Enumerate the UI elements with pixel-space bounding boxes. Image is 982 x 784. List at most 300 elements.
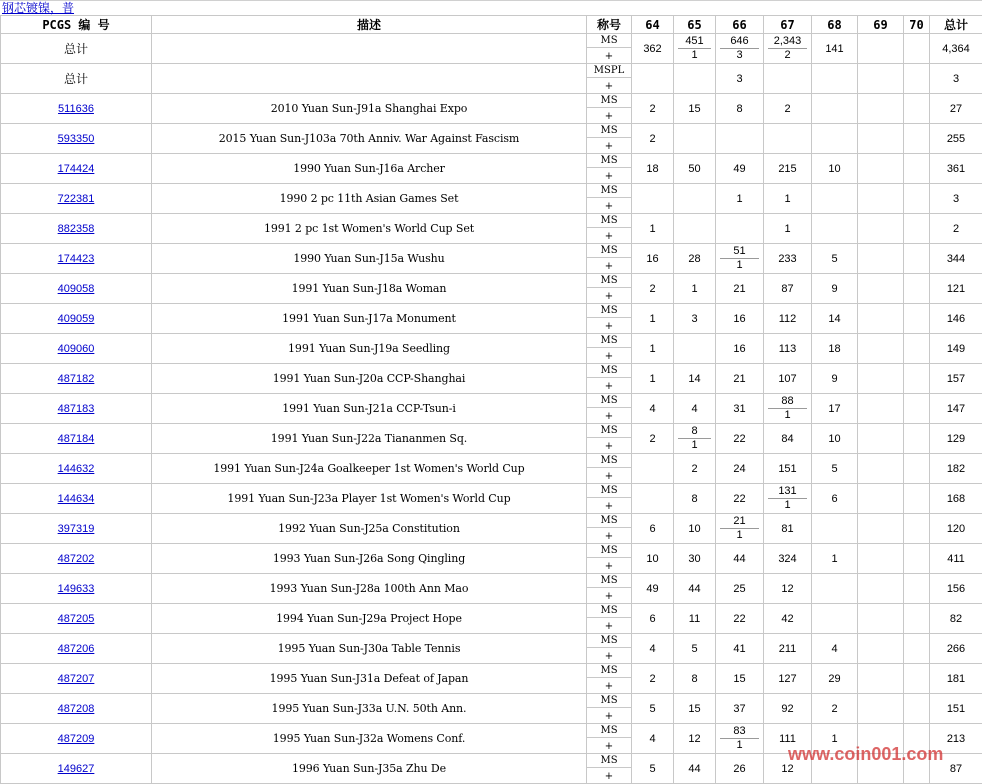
total-cell: 27: [930, 94, 982, 124]
designation-cell: [587, 274, 632, 304]
table-row: [1, 214, 982, 244]
grade-65-cell: [674, 34, 716, 64]
plus-grade-count: 1: [674, 439, 715, 452]
pcgs-number-link[interactable]: 144634: [58, 493, 95, 505]
plus-grade-label: +: [587, 650, 631, 663]
pcgs-number-link[interactable]: 722381: [58, 193, 95, 205]
header-grade-70: 70: [904, 16, 930, 34]
designation-cell: [587, 604, 632, 634]
grade-68-cell: [812, 754, 858, 784]
grade-64-cell: 1: [632, 334, 674, 364]
table-row: [1, 244, 982, 274]
grade-70-cell: [904, 34, 930, 64]
total-cell: 82: [930, 604, 982, 634]
designation-cell: [587, 724, 632, 754]
grade-count: 451: [678, 35, 711, 49]
table-row: [1, 454, 982, 484]
grade-67-cell: 233: [764, 244, 812, 274]
grade-69-cell: [858, 394, 904, 424]
grade-65-cell: 5: [674, 634, 716, 664]
summary-row: [1, 34, 982, 64]
designation-label: MS: [587, 154, 631, 168]
designation-stack: [587, 334, 631, 363]
grade-68-cell: [812, 184, 858, 214]
plus-grade-count: 1: [674, 49, 715, 62]
grade-65-cell: 15: [674, 694, 716, 724]
total-cell: 181: [930, 664, 982, 694]
designation-label: MS: [587, 454, 631, 468]
designation-cell: [587, 514, 632, 544]
designation-label: MS: [587, 214, 631, 228]
designation-stack: [587, 574, 631, 603]
total-cell: 411: [930, 544, 982, 574]
designation-stack: [587, 394, 631, 423]
split-count: [764, 484, 811, 513]
designation-cell: [587, 64, 632, 94]
plus-grade-label: +: [587, 140, 631, 153]
total-cell: 4,364: [930, 34, 982, 64]
total-cell: 149: [930, 334, 982, 364]
grade-67-cell: 87: [764, 274, 812, 304]
table-row: [1, 334, 982, 364]
pcgs-cell: [1, 514, 152, 544]
designation-label: MS: [587, 184, 631, 198]
table-row: [1, 124, 982, 154]
grade-64-cell: 4: [632, 724, 674, 754]
grade-67-cell: [764, 34, 812, 64]
grade-64-cell: 49: [632, 574, 674, 604]
table-row: [1, 394, 982, 424]
grade-66-cell: 8: [716, 94, 764, 124]
description-cell: [152, 34, 587, 64]
plus-grade-label: +: [587, 260, 631, 273]
table-row: [1, 724, 982, 754]
designation-label: MS: [587, 514, 631, 528]
grade-68-cell: 2: [812, 694, 858, 724]
designation-stack: [587, 34, 631, 63]
plus-grade-label: +: [587, 680, 631, 693]
grade-68-cell: 6: [812, 484, 858, 514]
grade-68-cell: [812, 64, 858, 94]
designation-label: MS: [587, 244, 631, 258]
table-row: [1, 274, 982, 304]
description-cell: 1990 Yuan Sun-J15a Wushu: [152, 244, 587, 274]
grade-68-cell: 14: [812, 304, 858, 334]
plus-grade-count: 1: [716, 529, 763, 542]
plus-grade-label: +: [587, 350, 631, 363]
grade-69-cell: [858, 364, 904, 394]
designation-cell: [587, 394, 632, 424]
pcgs-cell: [1, 724, 152, 754]
grade-70-cell: [904, 604, 930, 634]
grade-64-cell: [632, 484, 674, 514]
description-cell: 2010 Yuan Sun-J91a Shanghai Expo: [152, 94, 587, 124]
pcgs-number-link[interactable]: 487202: [58, 553, 95, 565]
grade-count: 21: [720, 515, 759, 529]
grade-68-cell: [812, 214, 858, 244]
grade-67-cell: [764, 394, 812, 424]
designation-stack: [587, 424, 631, 453]
pcgs-number-link[interactable]: 397319: [58, 523, 95, 535]
description-cell: 1991 Yuan Sun-J23a Player 1st Women's World Cup: [152, 484, 587, 514]
grade-66-cell: 15: [716, 664, 764, 694]
grade-66-cell: 22: [716, 484, 764, 514]
designation-label: MS: [587, 394, 631, 408]
plus-grade-label: +: [587, 290, 631, 303]
table-row: [1, 94, 982, 124]
total-cell: 3: [930, 184, 982, 214]
plus-grade-label: +: [587, 440, 631, 453]
grade-65-cell: 2: [674, 454, 716, 484]
designation-cell: [587, 184, 632, 214]
designation-cell: [587, 124, 632, 154]
summary-label: 总计: [1, 64, 152, 94]
grade-65-cell: 10: [674, 514, 716, 544]
grade-68-cell: 9: [812, 364, 858, 394]
grade-count: 131: [768, 485, 807, 499]
grade-67-cell: 151: [764, 454, 812, 484]
pcgs-number-link[interactable]: 487205: [58, 613, 95, 625]
grade-65-cell: [674, 184, 716, 214]
grade-69-cell: [858, 334, 904, 364]
designation-label: MS: [587, 694, 631, 708]
designation-cell: [587, 484, 632, 514]
grade-70-cell: [904, 304, 930, 334]
plus-grade-label: +: [587, 590, 631, 603]
grade-66-cell: 49: [716, 154, 764, 184]
grade-66-cell: [716, 214, 764, 244]
grade-66-cell: [716, 244, 764, 274]
pcgs-cell: [1, 394, 152, 424]
grade-66-cell: 31: [716, 394, 764, 424]
grade-69-cell: [858, 154, 904, 184]
description-cell: 1994 Yuan Sun-J29a Project Hope: [152, 604, 587, 634]
pcgs-cell: [1, 604, 152, 634]
description-cell: 1992 Yuan Sun-J25a Constitution: [152, 514, 587, 544]
table-row: [1, 304, 982, 334]
grade-70-cell: [904, 544, 930, 574]
designation-cell: [587, 244, 632, 274]
grade-64-cell: 2: [632, 664, 674, 694]
designation-label: MS: [587, 124, 631, 138]
plus-grade-label: +: [587, 380, 631, 393]
grade-66-cell: 22: [716, 424, 764, 454]
grade-67-cell: 84: [764, 424, 812, 454]
grade-70-cell: [904, 664, 930, 694]
grade-66-cell: 16: [716, 334, 764, 364]
grade-68-cell: [812, 94, 858, 124]
grade-66-cell: [716, 124, 764, 154]
pcgs-number-link[interactable]: 409059: [58, 313, 95, 325]
plus-grade-label: +: [587, 110, 631, 123]
total-cell: 255: [930, 124, 982, 154]
grade-68-cell: 5: [812, 244, 858, 274]
description-cell: 1993 Yuan Sun-J28a 100th Ann Mao: [152, 574, 587, 604]
grade-64-cell: 2: [632, 94, 674, 124]
plus-grade-count: 1: [716, 259, 763, 272]
pcgs-number-link[interactable]: 882358: [58, 223, 95, 235]
pcgs-cell: [1, 154, 152, 184]
plus-grade-label: +: [587, 320, 631, 333]
designation-label: MS: [587, 484, 631, 498]
grade-68-cell: 29: [812, 664, 858, 694]
table-row: [1, 544, 982, 574]
grade-67-cell: 2: [764, 94, 812, 124]
plus-grade-label: +: [587, 470, 631, 483]
summary-row: [1, 64, 982, 94]
grade-count: 8: [678, 425, 711, 439]
description-cell: 1991 Yuan Sun-J17a Monument: [152, 304, 587, 334]
grade-64-cell: [632, 184, 674, 214]
summary-label: 总计: [1, 34, 152, 64]
grade-67-cell: 107: [764, 364, 812, 394]
grade-65-cell: 8: [674, 664, 716, 694]
split-count: [716, 34, 763, 63]
header-description: 描述: [152, 16, 587, 34]
plus-grade-label: +: [587, 620, 631, 633]
grade-68-cell: [812, 604, 858, 634]
description-cell: 1991 Yuan Sun-J24a Goalkeeper 1st Women's World Cup: [152, 454, 587, 484]
designation-stack: [587, 364, 631, 393]
grade-70-cell: [904, 154, 930, 184]
pcgs-cell: [1, 694, 152, 724]
designation-cell: [587, 664, 632, 694]
designation-label: MS: [587, 334, 631, 348]
pcgs-cell: [1, 184, 152, 214]
grade-70-cell: [904, 724, 930, 754]
grade-70-cell: [904, 214, 930, 244]
designation-stack: [587, 304, 631, 333]
designation-cell: [587, 334, 632, 364]
pcgs-number-link[interactable]: 511636: [58, 103, 94, 115]
designation-stack: [587, 274, 631, 303]
grade-69-cell: [858, 604, 904, 634]
grade-64-cell: 18: [632, 154, 674, 184]
grade-64-cell: 5: [632, 754, 674, 784]
grade-64-cell: 2: [632, 424, 674, 454]
site-watermark: www.coin001.com: [788, 744, 943, 765]
grade-64-cell: 4: [632, 394, 674, 424]
pcgs-cell: [1, 334, 152, 364]
grade-70-cell: [904, 634, 930, 664]
pcgs-number-link[interactable]: 149627: [58, 763, 95, 775]
grade-67-cell: [764, 64, 812, 94]
plus-grade-label: +: [587, 770, 631, 783]
pcgs-number-link[interactable]: 149633: [58, 583, 95, 595]
grade-67-cell: 12: [764, 574, 812, 604]
grade-69-cell: [858, 274, 904, 304]
pcgs-cell: [1, 214, 152, 244]
header-grade-68: 68: [812, 16, 858, 34]
pcgs-cell: [1, 544, 152, 574]
total-cell: 87: [930, 754, 982, 784]
grade-68-cell: 10: [812, 154, 858, 184]
description-cell: 1993 Yuan Sun-J26a Song Qingling: [152, 544, 587, 574]
pcgs-number-link[interactable]: 174423: [58, 253, 95, 265]
plus-grade-label: +: [587, 560, 631, 573]
pcgs-number-link[interactable]: 409060: [58, 343, 95, 355]
grade-67-cell: 111: [764, 724, 812, 754]
pcgs-number-link[interactable]: 409058: [58, 283, 95, 295]
plus-grade-count: 2: [764, 49, 811, 62]
header-grade-67: 67: [764, 16, 812, 34]
split-count: [716, 244, 763, 273]
grade-70-cell: [904, 184, 930, 214]
grade-count: 51: [720, 245, 759, 259]
grade-67-cell: 215: [764, 154, 812, 184]
designation-label: MS: [587, 424, 631, 438]
grade-70-cell: [904, 454, 930, 484]
grade-69-cell: [858, 454, 904, 484]
grade-69-cell: [858, 484, 904, 514]
grade-69-cell: [858, 214, 904, 244]
grade-64-cell: 16: [632, 244, 674, 274]
table-row: [1, 514, 982, 544]
grade-65-cell: [674, 334, 716, 364]
grade-67-cell: 112: [764, 304, 812, 334]
grade-64-cell: 6: [632, 604, 674, 634]
designation-label: MS: [587, 754, 631, 768]
table-row: [1, 604, 982, 634]
designation-cell: [587, 454, 632, 484]
grade-70-cell: [904, 94, 930, 124]
header-designation: 称号: [587, 16, 632, 34]
designation-cell: [587, 214, 632, 244]
pcgs-cell: [1, 634, 152, 664]
grade-66-cell: 44: [716, 544, 764, 574]
grade-65-cell: [674, 64, 716, 94]
pcgs-number-link[interactable]: 487207: [58, 673, 95, 685]
description-cell: 1996 Yuan Sun-J35a Zhu De: [152, 754, 587, 784]
grade-68-cell: 9: [812, 274, 858, 304]
pcgs-number-link[interactable]: 487184: [58, 433, 95, 445]
grade-65-cell: 11: [674, 604, 716, 634]
pcgs-number-link[interactable]: 174424: [58, 163, 95, 175]
table-row: [1, 484, 982, 514]
grade-64-cell: 1: [632, 364, 674, 394]
grade-69-cell: [858, 304, 904, 334]
plus-grade-label: +: [587, 50, 631, 63]
plus-grade-label: +: [587, 710, 631, 723]
grade-64-cell: 4: [632, 634, 674, 664]
population-table: [0, 15, 982, 784]
grade-66-cell: 41: [716, 634, 764, 664]
grade-64-cell: 1: [632, 304, 674, 334]
table-row: [1, 574, 982, 604]
grade-70-cell: [904, 394, 930, 424]
pcgs-cell: [1, 424, 152, 454]
description-cell: 2015 Yuan Sun-J103a 70th Anniv. War Against Fascism: [152, 124, 587, 154]
grade-68-cell: 141: [812, 34, 858, 64]
designation-label: MS: [587, 274, 631, 288]
designation-stack: [587, 694, 631, 723]
grade-65-cell: 44: [674, 754, 716, 784]
pcgs-number-link[interactable]: 593350: [58, 133, 95, 145]
total-cell: 266: [930, 634, 982, 664]
designation-cell: [587, 154, 632, 184]
header-grade-65: 65: [674, 16, 716, 34]
designation-stack: [587, 604, 631, 633]
pcgs-number-link[interactable]: 487208: [58, 703, 95, 715]
category-link[interactable]: 钢芯镀镍，普: [2, 1, 74, 15]
pcgs-number-link[interactable]: 487183: [58, 403, 95, 415]
grade-67-cell: 92: [764, 694, 812, 724]
pcgs-number-link[interactable]: 487182: [58, 373, 95, 385]
pcgs-number-link[interactable]: 487206: [58, 643, 95, 655]
total-cell: 213: [930, 724, 982, 754]
grade-70-cell: [904, 514, 930, 544]
description-cell: 1995 Yuan Sun-J32a Womens Conf.: [152, 724, 587, 754]
description-cell: 1991 Yuan Sun-J22a Tiananmen Sq.: [152, 424, 587, 454]
grade-64-cell: 5: [632, 694, 674, 724]
total-cell: 168: [930, 484, 982, 514]
designation-cell: [587, 634, 632, 664]
designation-stack: [587, 64, 631, 93]
designation-stack: [587, 154, 631, 183]
grade-69-cell: [858, 724, 904, 754]
split-count: [716, 514, 763, 543]
total-cell: 146: [930, 304, 982, 334]
pcgs-cell: [1, 94, 152, 124]
total-cell: 3: [930, 64, 982, 94]
grade-69-cell: [858, 544, 904, 574]
pcgs-number-link[interactable]: 144632: [58, 463, 95, 475]
grade-66-cell: [716, 724, 764, 754]
grade-69-cell: [858, 124, 904, 154]
grade-70-cell: [904, 694, 930, 724]
grade-67-cell: 127: [764, 664, 812, 694]
designation-cell: [587, 364, 632, 394]
grade-66-cell: 26: [716, 754, 764, 784]
grade-66-cell: 37: [716, 694, 764, 724]
grade-65-cell: 15: [674, 94, 716, 124]
grade-70-cell: [904, 334, 930, 364]
grade-69-cell: [858, 64, 904, 94]
grade-65-cell: 30: [674, 544, 716, 574]
total-cell: 182: [930, 454, 982, 484]
designation-stack: [587, 214, 631, 243]
grade-67-cell: 12: [764, 754, 812, 784]
designation-label: MSPL: [587, 64, 631, 78]
grade-66-cell: 21: [716, 274, 764, 304]
grade-66-cell: 25: [716, 574, 764, 604]
grade-68-cell: 4: [812, 634, 858, 664]
grade-70-cell: [904, 364, 930, 394]
grade-67-cell: 1: [764, 214, 812, 244]
grade-70-cell: [904, 484, 930, 514]
table-row: [1, 424, 982, 454]
plus-grade-label: +: [587, 530, 631, 543]
grade-68-cell: 5: [812, 454, 858, 484]
pcgs-cell: [1, 754, 152, 784]
plus-grade-label: +: [587, 740, 631, 753]
grade-68-cell: [812, 574, 858, 604]
total-cell: 156: [930, 574, 982, 604]
total-cell: 147: [930, 394, 982, 424]
designation-label: MS: [587, 94, 631, 108]
designation-label: MS: [587, 724, 631, 738]
grade-70-cell: [904, 274, 930, 304]
header-grade-69: 69: [858, 16, 904, 34]
grade-66-cell: 1: [716, 184, 764, 214]
plus-grade-label: +: [587, 80, 631, 93]
total-cell: 344: [930, 244, 982, 274]
grade-65-cell: 12: [674, 724, 716, 754]
designation-cell: [587, 694, 632, 724]
table-row: [1, 154, 982, 184]
total-cell: 121: [930, 274, 982, 304]
pcgs-number-link[interactable]: 487209: [58, 733, 95, 745]
